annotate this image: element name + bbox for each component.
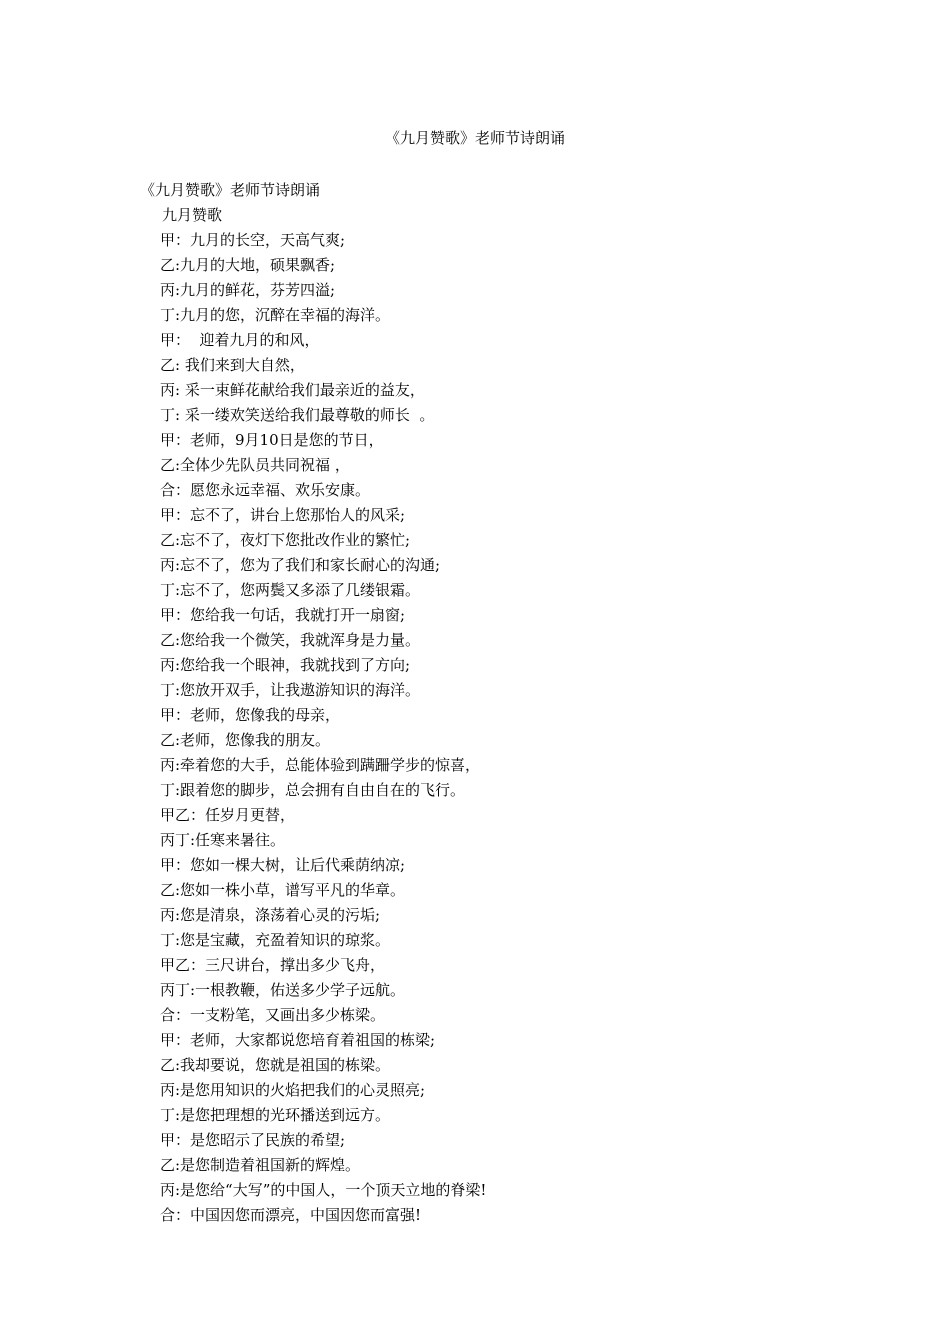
- poem-line: 甲：忘不了，讲台上您那怡人的风采;: [160, 506, 406, 524]
- poem-line: 丙:您是清泉，涤荡着心灵的污垢;: [160, 906, 381, 924]
- poem-line: 合：愿您永远幸福、欢乐安康。: [160, 481, 371, 499]
- poem-line: 丁:您是宝藏，充盈着知识的琼浆。: [160, 931, 391, 949]
- poem-line: 甲乙：三尺讲台，撑出多少飞舟，: [160, 956, 386, 974]
- poem-line: 甲乙：任岁月更替，: [160, 806, 296, 824]
- poem-line: 甲：老师，9月10日是您的节日，: [160, 431, 384, 449]
- poem-line: 乙:您如一株小草，谱写平凡的华章。: [160, 881, 406, 899]
- poem-line: 乙: 我们来到大自然，: [160, 356, 305, 374]
- poem-line: 丙:您给我一个眼神，我就找到了方向;: [160, 656, 411, 674]
- body-heading: 《九月赞歌》老师节诗朗诵: [140, 181, 321, 199]
- poem-line: 甲： 迎着九月的和风，: [160, 331, 320, 349]
- poem-line: 丁:忘不了，您两鬓又多添了几缕银霜。: [160, 581, 421, 599]
- poem-line: 乙:九月的大地，硕果飘香;: [160, 256, 336, 274]
- poem-line: 丙丁:一根教鞭，佑送多少学子远航。: [160, 981, 406, 999]
- poem-title: 九月赞歌: [162, 206, 223, 224]
- poem-line: 丙:是您用知识的火焰把我们的心灵照亮;: [160, 1081, 426, 1099]
- poem-line: 甲：老师，您像我的母亲，: [160, 706, 341, 724]
- poem-line: 丙:牵着您的大手，总能体验到蹒跚学步的惊喜，: [160, 756, 481, 774]
- poem-line: 丙:是您给“大写”的中国人，一个顶天立地的脊梁!: [160, 1181, 487, 1199]
- poem-line: 合：中国因您而漂亮，中国因您而富强!: [160, 1206, 422, 1224]
- poem-line: 丁:跟着您的脚步，总会拥有自由自在的飞行。: [160, 781, 466, 799]
- poem-line: 乙:我却要说，您就是祖国的栋梁。: [160, 1056, 391, 1074]
- poem-line: 乙:是您制造着祖国新的辉煌。: [160, 1156, 361, 1174]
- poem-line: 甲：是您昭示了民族的希望;: [160, 1131, 346, 1149]
- poem-line: 甲：您给我一句话，我就打开一扇窗;: [160, 606, 406, 624]
- poem-line: 乙:您给我一个微笑，我就浑身是力量。: [160, 631, 421, 649]
- poem-line: 丙丁:任寒来暑往。: [160, 831, 286, 849]
- poem-line: 丁: 采一缕欢笑送给我们最尊敬的师长 。: [160, 406, 435, 424]
- document-title: 《九月赞歌》老师节诗朗诵: [384, 129, 565, 147]
- poem-line: 甲：您如一棵大树，让后代乘荫纳凉;: [160, 856, 406, 874]
- poem-line: 丙:忘不了，您为了我们和家长耐心的沟通;: [160, 556, 441, 574]
- poem-line: 合：一支粉笔，又画出多少栋梁。: [160, 1006, 386, 1024]
- poem-line: 乙:全体少先队员共同祝福 ，: [160, 456, 350, 474]
- poem-line: 丙: 采一束鲜花献给我们最亲近的益友，: [160, 381, 425, 399]
- poem-line: 丁:是您把理想的光环播送到远方。: [160, 1106, 391, 1124]
- poem-line: 丁:您放开双手，让我遨游知识的海洋。: [160, 681, 421, 699]
- poem-line: 丙:九月的鲜花，芬芳四溢;: [160, 281, 336, 299]
- poem-line: 丁:九月的您，沉醉在幸福的海洋。: [160, 306, 391, 324]
- poem-line: 乙:忘不了，夜灯下您批改作业的繁忙;: [160, 531, 411, 549]
- document-body: [140, 178, 840, 1228]
- poem-line: 甲：九月的长空，天高气爽;: [160, 231, 346, 249]
- poem-line: 甲：老师，大家都说您培育着祖国的栋梁;: [160, 1031, 436, 1049]
- poem-line: 乙:老师，您像我的朋友。: [160, 731, 331, 749]
